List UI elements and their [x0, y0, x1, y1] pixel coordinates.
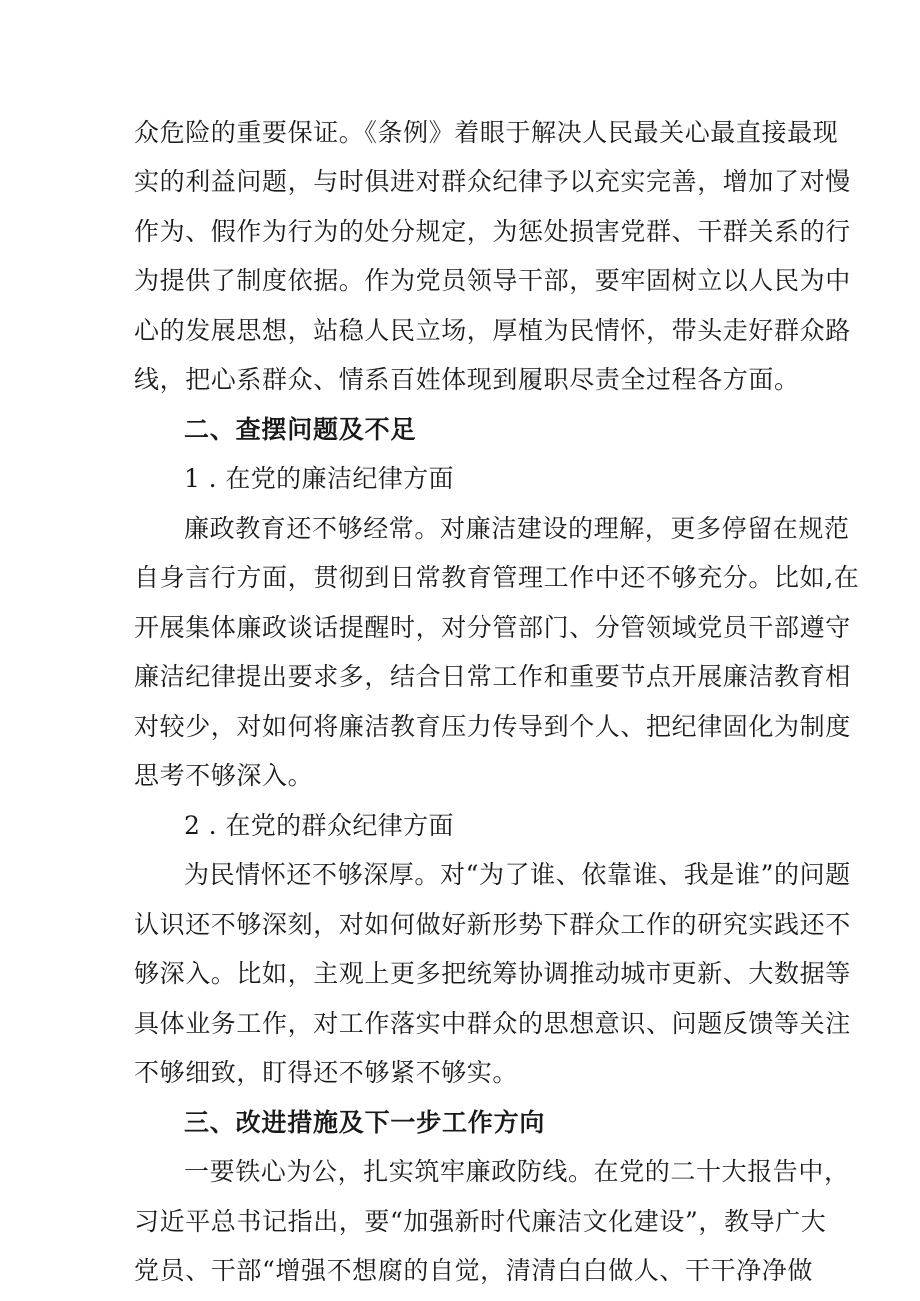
subsection-heading: 1 . 在党的廉洁纪律方面: [184, 464, 454, 493]
body-text-line: 为民情怀还不够深厚。对“为了谁、依靠谁、我是谁”的问题: [184, 860, 851, 889]
body-text-line: 实的利益问题，与时俱进对群众纪律予以充实完善，增加了对慢: [134, 167, 851, 196]
body-text-line: 廉政教育还不够经常。对廉洁建设的理解，更多停留在规范: [184, 514, 850, 543]
subsection-heading: 2 . 在党的群众纪律方面: [184, 811, 454, 840]
body-text-line: 习近平总书记指出，要“加强新时代廉洁文化建设”，教导广大: [134, 1207, 827, 1236]
body-text-line: 不够细致，盯得还不够紧不够实。: [134, 1058, 519, 1087]
body-text-line: 自身言行方面，贯彻到日常教育管理工作中还不够充分。比如,在: [134, 563, 860, 592]
body-text-line: 党员、干部“增强不想腐的自觉，清清白白做人、干干净净做: [134, 1256, 813, 1285]
body-text-line: 具体业务工作，对工作落实中群众的思想意识、问题反馈等关注: [134, 1009, 851, 1038]
body-text-line: 廉洁纪律提出要求多，结合日常工作和重要节点开展廉洁教育相: [134, 662, 851, 691]
body-text-line: 思考不够深入。: [134, 761, 314, 790]
section-heading: 二、查摆问题及不足: [184, 415, 417, 444]
body-text-line: 开展集体廉政谈话提醒时，对分管部门、分管领域党员干部遵守: [134, 613, 851, 642]
body-text-line: 够深入。比如，主观上更多把统筹协调推动城市更新、大数据等: [134, 959, 851, 988]
body-text-line: 作为、假作为行为的处分规定，为惩处损害党群、干群关系的行: [134, 217, 851, 246]
body-text-line: 线，把心系群众、情系百姓体现到履职尽责全过程各方面。: [134, 365, 800, 394]
body-text-line: 一要铁心为公，扎实筑牢廉政防线。在党的二十大报告中，: [184, 1157, 850, 1186]
body-text-line: 为提供了制度依据。作为党员领导干部，要牢固树立以人民为中: [134, 266, 851, 295]
body-text-line: 认识还不够深刻，对如何做好新形势下群众工作的研究实践还不: [134, 910, 851, 939]
body-text-line: 心的发展思想，站稳人民立场，厚植为民情怀，带头走好群众路: [134, 316, 851, 345]
section-heading: 三、改进措施及下一步工作方向: [184, 1108, 546, 1137]
body-text-line: 对较少，对如何将廉洁教育压力传导到个人、把纪律固化为制度: [134, 712, 851, 741]
body-text-line: 众危险的重要保证。《条例》着眼于解决人民最关心最直接最现: [134, 118, 839, 147]
